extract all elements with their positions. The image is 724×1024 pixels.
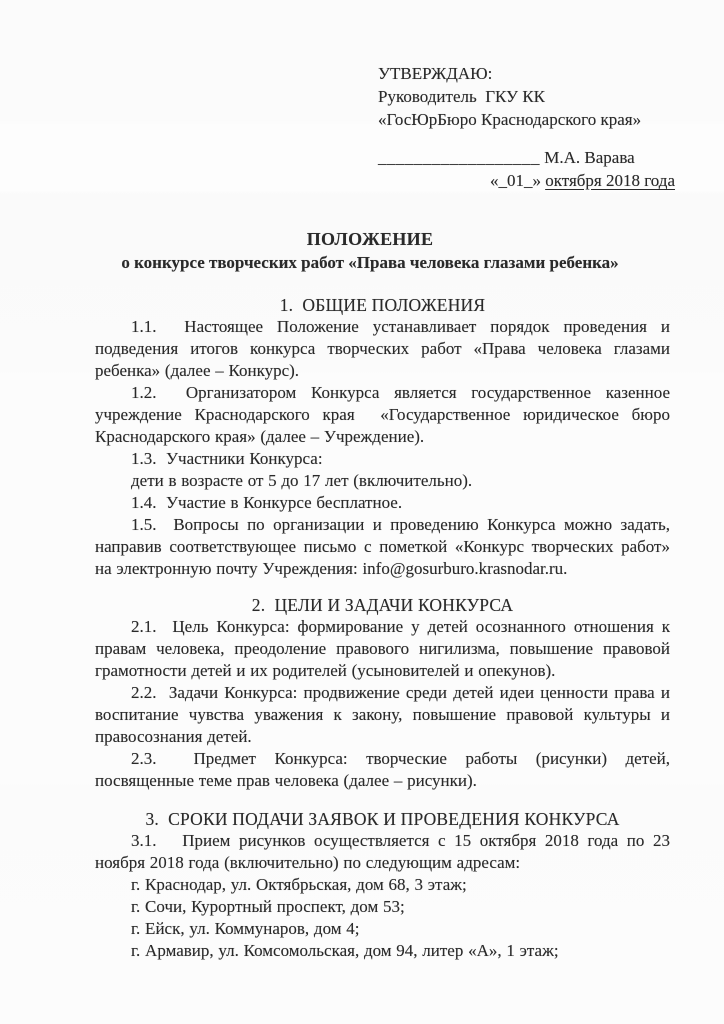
- paragraph: 1.5. Вопросы по организации и проведению Конкурса можно задать, направив соответствующее письмо с пометкой «Конкурс творческих работ» на электронную почту Учреждения: info@gosurburo.krasnodar.ru.: [95, 515, 670, 578]
- address-line: г. Ейск, ул. Коммунаров, дом 4;: [131, 919, 360, 938]
- address-line: г. Краснодар, ул. Октябрьская, дом 68, 3 этаж;: [131, 875, 467, 894]
- section-heading: 2. ЦЕЛИ И ЗАДАЧИ КОНКУРСА: [251, 595, 514, 615]
- paragraph: 1.3. Участники Конкурса:: [131, 449, 323, 468]
- date-day: «_01_»: [489, 171, 541, 190]
- address-line: г. Армавир, ул. Комсомольская, дом 94, литер «А», 1 этаж;: [131, 941, 559, 960]
- paragraph: 1.2. Организатором Конкурса является государственное казенное учреждение Краснодарского края «Государственное юридическое бюро Краснодарского края» (далее – Учреждение).: [95, 383, 670, 446]
- date-month-year: октября 2018 года: [545, 171, 675, 190]
- section-heading: 3. СРОКИ ПОДАЧИ ЗАЯВОК И ПРОВЕДЕНИЯ КОНКУРСА: [145, 809, 620, 829]
- paragraph: 2.2. Задачи Конкурса: продвижение среди детей идеи ценности права и воспитание чувства уважения к закону, повышение правовой культуры и правосознания детей.: [95, 683, 670, 746]
- signature-line: [378, 146, 670, 169]
- section-heading: 1. ОБЩИЕ ПОЛОЖЕНИЯ: [279, 295, 486, 315]
- paragraph: 2.3. Предмет Конкурса: творческие работы (рисунки) детей, посвященные теме прав человека (далее – рисунки).: [95, 749, 670, 790]
- section-general-provisions: [95, 294, 670, 580]
- document-title-block: [70, 228, 670, 274]
- document-title: ПОЛОЖЕНИЕ: [306, 229, 434, 249]
- section-deadlines: [95, 808, 670, 962]
- address-line: г. Сочи, Курортный проспект, дом 53;: [131, 897, 405, 916]
- document-subtitle: о конкурсе творческих работ «Права человека глазами ребенка»: [121, 253, 619, 272]
- paragraph: 1.4. Участие в Конкурсе бесплатное.: [131, 493, 403, 512]
- paragraph: дети в возрасте от 5 до 17 лет (включительно).: [131, 471, 473, 490]
- paragraph: 2.1. Цель Конкурса: формирование у детей осознанного отношения к правам человека, преодоление правового нигилизма, повышение правовой грамотности детей и их родителей (усыновителей и опекунов).: [95, 617, 670, 680]
- paragraph: 3.1. Прием рисунков осуществляется с 15 октября 2018 года по 23 ноября 2018 года (включительно) по следующим адресам:: [95, 831, 670, 872]
- section-goals-tasks: [95, 594, 670, 792]
- approval-date-line: [378, 169, 675, 192]
- signature-name: М.А. Варава: [544, 148, 635, 167]
- signature-rule: __________________: [378, 148, 540, 167]
- paragraph: 1.1. Настоящее Положение устанавливает порядок проведения и подведения итогов конкурса творческих работ «Права человека глазами ребенка» (далее – Конкурс).: [95, 317, 670, 380]
- approval-line: «ГосЮрБюро Краснодарского края»: [378, 110, 642, 129]
- approval-line: Руководитель ГКУ КК: [378, 87, 546, 106]
- approval-line: УТВЕРЖДАЮ:: [378, 64, 493, 83]
- approval-block: [378, 62, 670, 131]
